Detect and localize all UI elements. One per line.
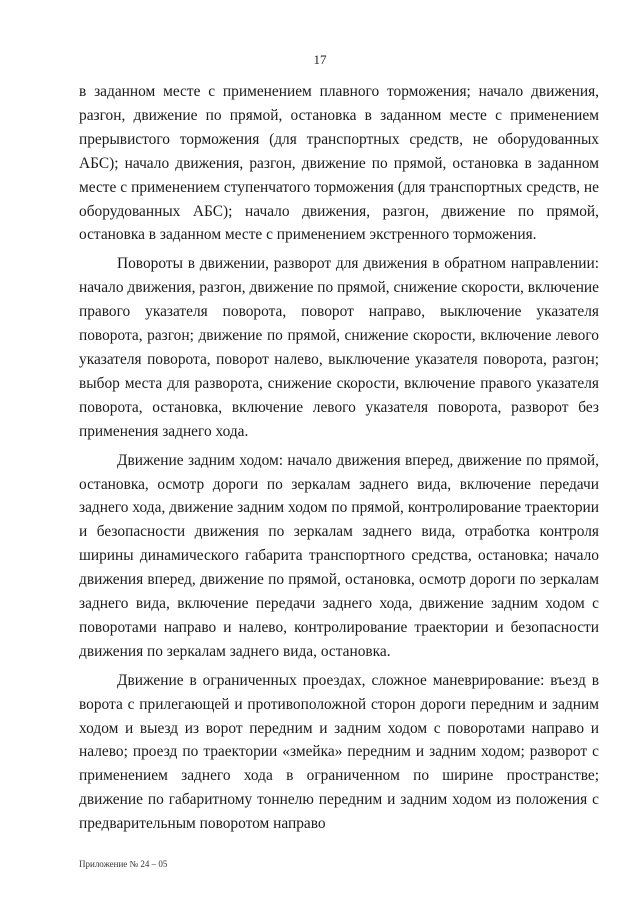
paragraph-1: в заданном месте с применением плавного торможения; начало движения, разгон, движение по прямой, остановка в заданном месте с применением прерывистого торможения (для транспортных средств, не оборудованных АБС); начало движения, разгон, движение по прямой, остановка в заданном месте с применением ступенчатого торможения (для транспортных средств, не оборудованных АБС); начало движения, разгон, движение по прямой, остановка в заданном месте с применением экстренного торможения. [79,83,599,244]
paragraph-4: Движение в ограниченных проездах, сложное маневрирование: въезд в ворота с прилегающей и противоположной сторон дороги передним и задним ходом и выезд из ворот передним и задним ходом с поворотами направо и налево; проезд по траектории «змейка» передним и задним ходом; разворот с применением заднего хода в ограниченном по ширине пространстве; движение по габаритному тоннелю передним и задним ходом из положения с предварительным поворотом направо [79,671,599,833]
page-number: 17 [313,52,327,67]
body-text [79,80,599,836]
page-footer: Приложение № 24 – 05 [79,859,168,869]
paragraph-3: Движение задним ходом: начало движения вперед, движение по прямой, остановка, осмотр дороги по зеркалам заднего вида, включение передачи заднего хода, движение задним ходом по прямой, контролирование траектории и безопасности движения по зеркалам заднего вида, отработка контроля ширины динамического габарита транспортного средства, остановка; начало движения вперед, движение по прямой, остановка, осмотр дороги по зеркалам заднего вида, включение передачи заднего хода, движение задним ходом с поворотами направо и налево, контролирование траектории и безопасности движения по зеркалам заднего вида, остановка. [79,451,599,660]
paragraph-2: Повороты в движении, разворот для движения в обратном направлении: начало движения, разгон, движение по прямой, снижение скорости, включение правого указателя поворота, поворот направо, выключение указателя поворота, разгон; движение по прямой, снижение скорости, включение левого указателя поворота, поворот налево, выключение указателя поворота, разгон; выбор места для разворота, снижение скорости, включение правого указателя поворота, остановка, включение левого указателя поворота, разворот без применения заднего хода. [79,255,599,440]
